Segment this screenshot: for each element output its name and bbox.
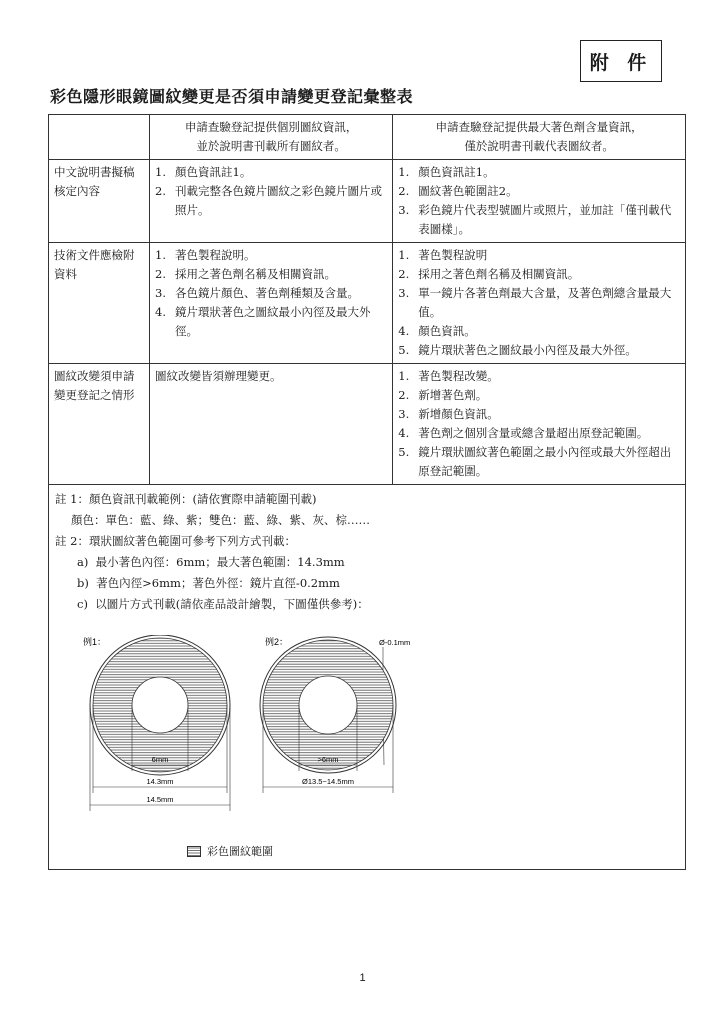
legend-label: 彩色圖紋範圍: [207, 845, 273, 858]
header-empty-cell: [49, 115, 150, 160]
list-item: 4. 顏色資訊。: [398, 324, 476, 338]
header-col3-line: 僅於說明書刊載代表圖紋者。: [464, 139, 614, 153]
header-col2-line: 申請查驗登記提供個別圖紋資訊，: [184, 120, 358, 134]
page-number: 1: [359, 972, 366, 984]
list-item: 2. 刊載完整各色鏡片圖紋之彩色鏡片圖片或照片。: [155, 184, 382, 217]
row-label: 技術文件應檢附資料: [49, 243, 150, 364]
table-row: [49, 243, 686, 364]
note-2-a: a) 最小著色內徑：6mm；最大著色範圍：14.3mm: [77, 555, 345, 569]
summary-table: [48, 114, 686, 870]
table-row: [49, 364, 686, 485]
note-2: 註 2：環狀圖紋著色範圍可參考下列方式刊載：: [55, 534, 296, 548]
list-item: 4. 著色劑之個別含量或總含量超出原登記範圍。: [398, 426, 649, 440]
notes-cell: [49, 485, 686, 870]
list-item: 5. 鏡片環狀圖紋著色範圍之最小內徑或最大外徑超出原登記範圍。: [398, 445, 672, 478]
ex1-outer-dim: 14.3mm: [146, 777, 174, 786]
row-col3: [393, 160, 686, 243]
list-item: 3. 各色鏡片顏色、著色劑種類及含量。: [155, 286, 359, 300]
table-row: [49, 160, 686, 243]
list-item: 2. 採用之著色劑名稱及相關資訊。: [155, 267, 336, 281]
notes-row: [49, 485, 686, 870]
note-1-example: 顏色：單色：藍、綠、紫；雙色：藍、綠、紫、灰、棕……: [71, 513, 370, 527]
list-item: 1. 著色製程改變。: [398, 369, 499, 383]
ex2-inner-circle: [299, 676, 357, 734]
ex2-top-dim: Ø-0.1mm: [379, 638, 411, 647]
list-item: 3. 單一鏡片各著色劑最大含量，及著色劑總含量最大值。: [398, 286, 672, 319]
list-item: 1. 顏色資訊註1。: [155, 165, 252, 179]
header-col3: [393, 115, 686, 160]
list-item: 1. 著色製程說明。: [155, 248, 256, 262]
row-col3: [393, 243, 686, 364]
header-col2-line: 並於說明書刊載所有圖紋者。: [196, 139, 346, 153]
ex1-label: 例1：: [83, 637, 107, 647]
header-col3-line: 申請查驗登記提供最大著色劑含量資訊，: [435, 120, 643, 134]
list-item: 2. 採用之著色劑名稱及相關資訊。: [398, 267, 580, 281]
row-label: 圖紋改變須申請變更登記之情形: [49, 364, 150, 485]
ex2-label: 例2：: [265, 637, 289, 647]
list-item: 1. 顏色資訊註1。: [398, 165, 495, 179]
ex1-lens-dim: 14.5mm: [146, 795, 174, 804]
list-item: 2. 新增著色劑。: [398, 388, 488, 402]
diagram-legend: [187, 842, 273, 861]
note-2-b: b) 著色內徑>6mm；著色外徑：鏡片直徑-0.2mm: [77, 576, 340, 590]
list-item: 5. 鏡片環狀著色之圖紋最小內徑及最大外徑。: [398, 343, 637, 357]
row-col2: 圖紋改變皆須辦理變更。: [150, 364, 393, 485]
ex2-outer-dim: Ø13.5~14.5mm: [302, 777, 354, 786]
list-item: 3. 彩色鏡片代表型號圖片或照片，並加註「僅刊載代表圖樣」。: [398, 203, 672, 236]
ring-diagram-svg: [49, 635, 685, 835]
row-col2: [150, 160, 393, 243]
row-col2: [150, 243, 393, 364]
attachment-label: 附 件: [580, 40, 662, 82]
ex2-inner-dim: >6mm: [317, 755, 339, 764]
note-1: 註 1：顏色資訊刊載範例：(請依實際申請範圍刊載): [55, 492, 317, 506]
ex1-inner-dim: 6mm: [151, 755, 169, 764]
header-col2: [150, 115, 393, 160]
ex1-inner-circle: [132, 677, 188, 733]
list-item: 1. 著色製程說明: [398, 248, 488, 262]
note-2-c: c) 以圖片方式刊載(請依產品設計繪製，下圖僅供參考)：: [77, 597, 369, 611]
list-item: 2. 圖紋著色範圍註2。: [398, 184, 518, 198]
ring-diagrams: [49, 635, 685, 865]
hatch-swatch-icon: [187, 846, 201, 857]
table-header-row: [49, 115, 686, 160]
row-label: 中文說明書擬稿核定內容: [49, 160, 150, 243]
list-item: 3. 新增顏色資訊。: [398, 407, 499, 421]
document-title: 彩色隱形眼鏡圖紋變更是否須申請變更登記彙整表: [50, 87, 414, 106]
row-col3: [393, 364, 686, 485]
list-item: 4. 鏡片環狀著色之圖紋最小內徑及最大外徑。: [155, 305, 371, 338]
